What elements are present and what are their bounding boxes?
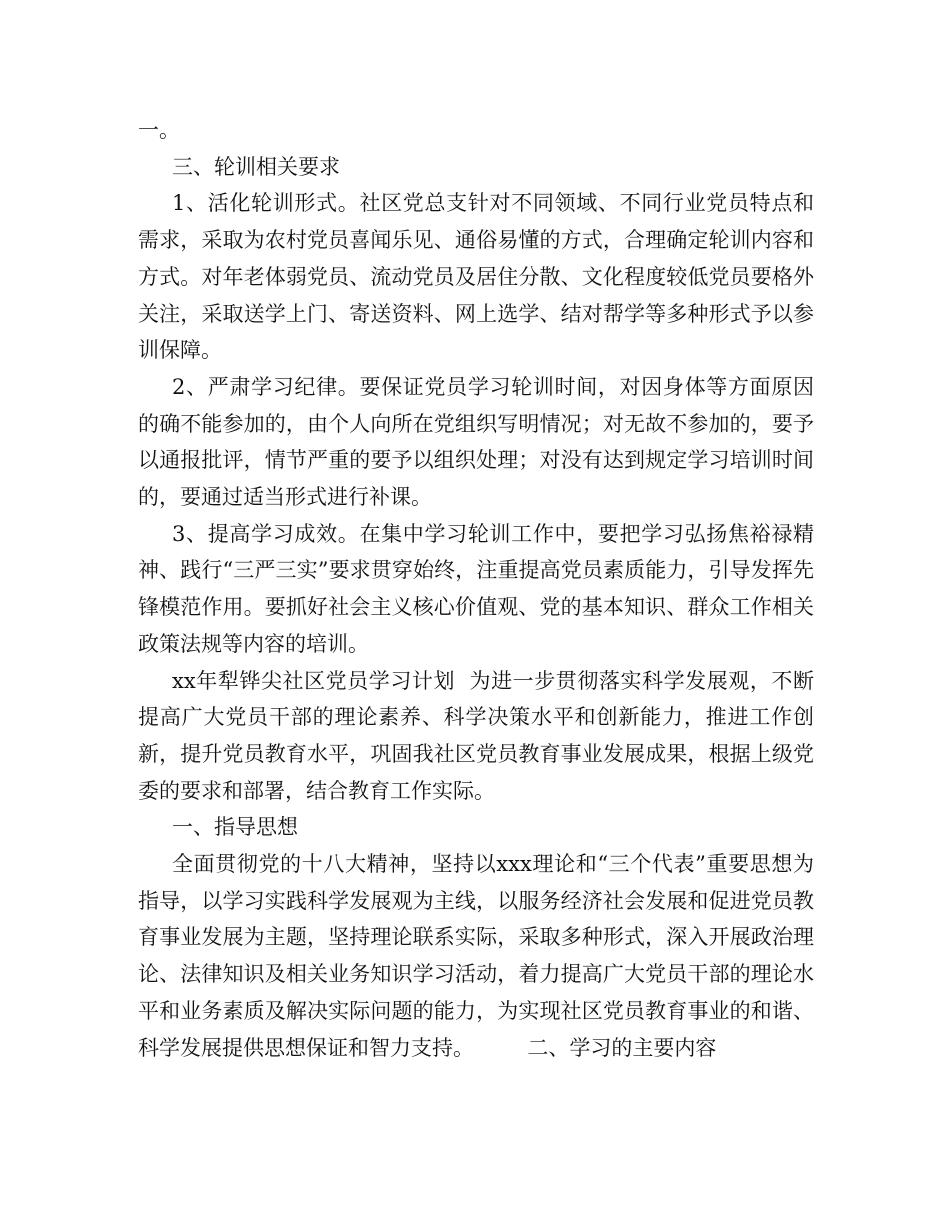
paragraph-study-discipline: 2、严肃学习纪律。要保证党员学习轮训时间，对因身体等方面原因的确不能参加的，由个人向所在党组织写明情况；对无故不参加的，要予以通报批评，情节严重的要予以组织处理；对没有达到规定学习培训时间的，要通过适当形式进行补课。	[138, 374, 814, 510]
heading-guiding-thought: 一、指导思想	[172, 815, 298, 840]
paragraph-study-effectiveness: 3、提高学习成效。在集中学习轮训工作中，要把学习弘扬焦裕禄精神、践行“三严三实”要求贯穿始终，注重提高党员素质能力，引导发挥先锋模范作用。要抓好社会主义核心价值观、党的基本知识、群众工作相关政策法规等内容的培训。	[138, 521, 814, 656]
paragraph-training-form: 1、活化轮训形式。社区党总支针对不同领域、不同行业党员特点和需求，采取为农村党员喜闻乐见、通俗易懂的方式，合理确定轮训内容和方式。对年老体弱党员、流动党员及居住分散、文化程度较低党员要格外关注，采取送学上门、寄送资料、网上选学、结对帮学等多种形式予以参训保障。	[138, 191, 814, 363]
paragraph-guiding-thought: 全面贯彻党的十八大精神，坚持以xxx理论和“三个代表”重要思想为指导，以学习实践科学发展观为主线，以服务经济社会发展和促进党员教育事业发展为主题，坚持理论联系实际，采取多种形式，深入开展政治理论、法律知识及相关业务知识学习活动，着力提高广大党员干部的理论水平和业务素质及解决实际问题的能力，为实现社区党员教育事业的和谐、科学发展提供思想保证和智力支持。 二、学习的主要内容	[138, 852, 814, 1060]
document-body	[138, 112, 814, 1066]
paragraph-study-plan: xx年犁铧尖社区党员学习计划 为进一步贯彻落实科学发展观，不断提高广大党员干部的理论素养、科学决策水平和创新能力，推进工作创新，提升党员教育水平，巩固我社区党员教育事业发展成果，根据上级党委的要求和部署，结合教育工作实际。	[138, 668, 814, 803]
heading-requirements: 三、轮训相关要求	[172, 154, 340, 179]
paragraph-continuation: 一。	[138, 118, 180, 142]
